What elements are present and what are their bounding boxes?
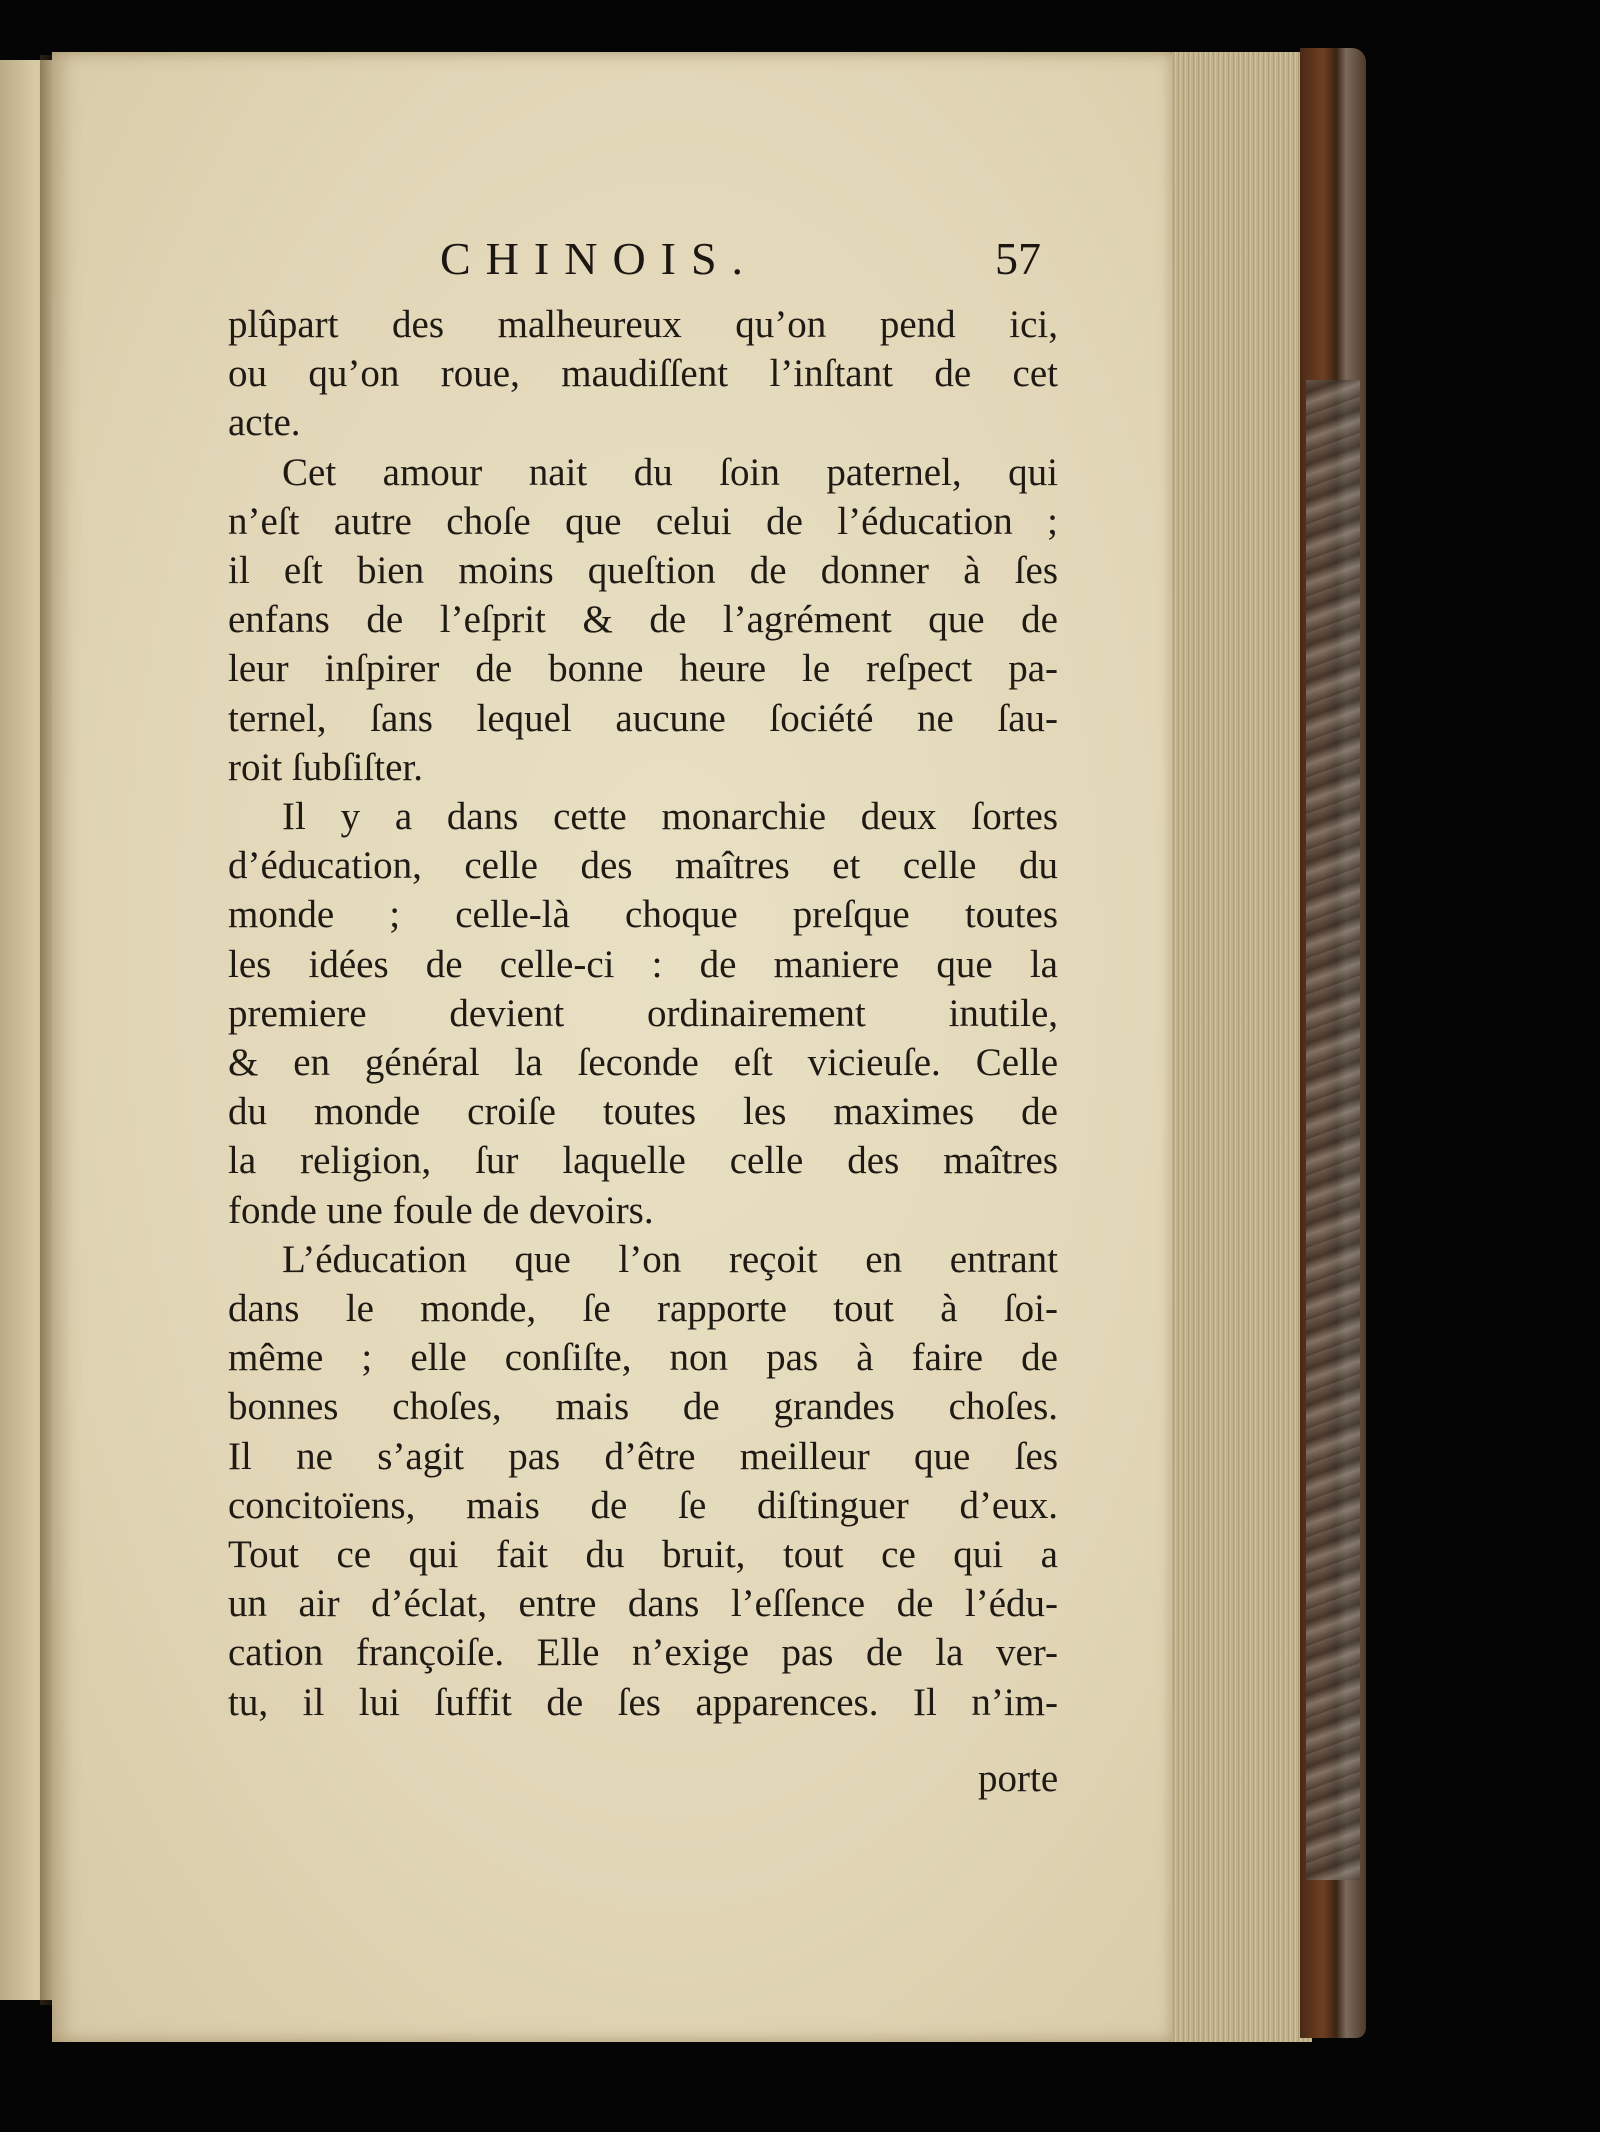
text-line: premiere devient ordinairement inutile,: [228, 991, 1058, 1035]
text-line: fonde une foule de devoirs.: [228, 1188, 654, 1232]
text-line: tu, il lui ſuffit de ſes apparences. Il n’im-: [228, 1680, 1058, 1724]
text-line: leur inſpirer de bonne heure le reſpect pa-: [228, 647, 1058, 691]
text-line: & en général la ſeconde eſt vicieuſe. Celle: [228, 1041, 1058, 1085]
page-stack-edge: [1172, 52, 1312, 2042]
text-line: roit ſubſiſter.: [228, 745, 423, 789]
catchword: porte: [978, 1757, 1059, 1800]
text-line: dans le monde, ſe rapporte tout à ſoi-: [228, 1287, 1058, 1331]
page-header: [0, 232, 1600, 302]
text-line: même ; elle conſiſte, non pas à faire de: [228, 1336, 1058, 1380]
text-line: cation françoiſe. Elle n’exige pas de la ver-: [228, 1631, 1058, 1675]
text-line: n’eſt autre choſe que celui de l’éducation ;: [228, 499, 1058, 543]
marbled-cover: [1306, 380, 1360, 1880]
text-line: L’éducation que l’on reçoit en entrant: [282, 1237, 1058, 1281]
text-line: la religion, ſur laquelle celle des maîtres: [228, 1139, 1058, 1183]
text-line: un air d’éclat, entre dans l’eſſence de l’édu-: [228, 1582, 1058, 1626]
text-line: ou qu’on roue, maudiſſent l’inſtant de cet: [228, 352, 1058, 396]
text-line: concitoïens, mais de ſe diſtinguer d’eux.: [228, 1483, 1058, 1527]
text-line: il eſt bien moins queſtion de donner à ſes: [228, 549, 1058, 593]
text-line: d’éducation, celle des maîtres et celle du: [228, 844, 1058, 888]
text-line: plûpart des malheureux qu’on pend ici,: [228, 303, 1058, 346]
text-line: bonnes choſes, mais de grandes choſes.: [228, 1385, 1058, 1429]
page-number: 57: [995, 233, 1041, 284]
text-line: Il y a dans cette monarchie deux ſortes: [282, 795, 1058, 839]
text-line: acte.: [228, 401, 301, 445]
text-line: enfans de l’eſprit & de l’agrément que de: [228, 598, 1058, 642]
text-line: Cet amour nait du ſoin paternel, qui: [282, 450, 1058, 494]
text-line: Tout ce qui fait du bruit, tout ce qui a: [228, 1533, 1058, 1577]
text-line: ternel, ſans lequel aucune ſociété ne ſau-: [228, 696, 1058, 740]
text-line: les idées de celle-ci : de maniere que la: [228, 942, 1058, 986]
text-line: du monde croiſe toutes les maximes de: [228, 1090, 1058, 1134]
text-line: monde ; celle-là choque preſque toutes: [228, 893, 1058, 937]
running-head: CHINOIS.: [440, 233, 759, 284]
body-text: [228, 300, 1058, 1727]
text-line: Il ne s’agit pas d’être meilleur que ſes: [228, 1434, 1058, 1478]
